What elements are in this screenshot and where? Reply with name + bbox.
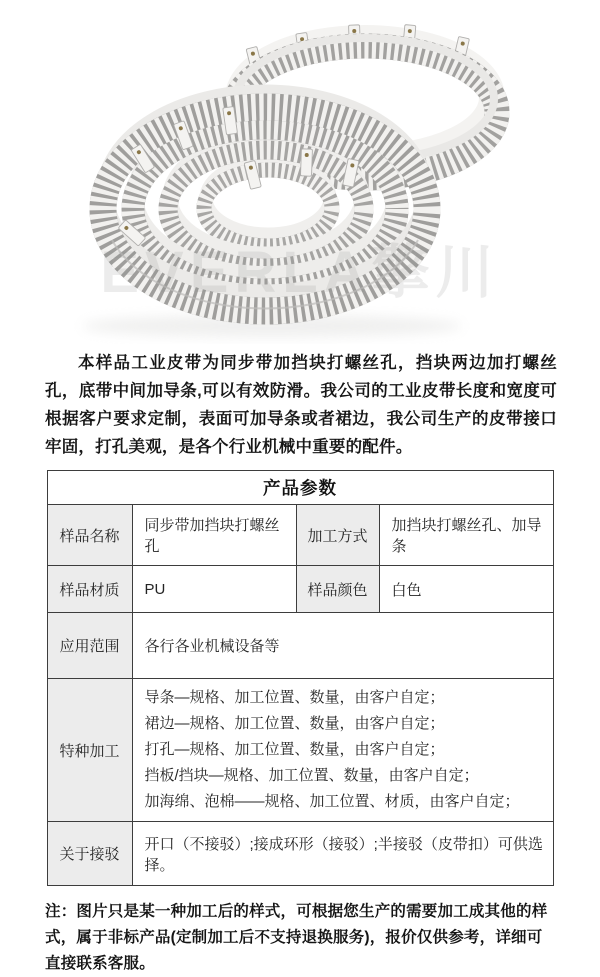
- bottom-note: 注：图片只是某一种加工后的样式，可根据您生产的需要加工成其他的样式，属于非标产品(定制加工后不支持退换服务)，报价仅供参考，详细可直接联系客服。: [45, 903, 548, 972]
- table-row: [47, 822, 553, 886]
- product-photo: [0, 0, 600, 344]
- special-processing-line: 加海绵、泡棉——规格、加工位置、材质，由客户自定；: [144, 793, 520, 810]
- table-row: [47, 505, 553, 566]
- table-title: 产品参数: [47, 471, 553, 505]
- belt-photo-illustration: [0, 0, 600, 344]
- param-label-application-range: 应用范围: [47, 613, 132, 679]
- param-value-sample-name: 同步带加挡块打螺丝孔: [132, 505, 296, 566]
- param-label-special-processing: 特种加工: [47, 679, 132, 822]
- table-row: [47, 679, 553, 822]
- param-label-sample-name: 样品名称: [47, 505, 132, 566]
- special-processing-line: 导条—规格、加工位置、数量，由客户自定；: [144, 689, 445, 706]
- brand-watermark: EVERLA擎川: [100, 240, 500, 305]
- param-label-splicing: 关于接驳: [47, 822, 132, 886]
- param-value-sample-material: PU: [132, 566, 296, 613]
- table-row: [47, 613, 553, 679]
- param-value-application-range: 各行各业机械设备等: [132, 613, 553, 679]
- product-description: 本样品工业皮带为同步带加挡块打螺丝孔，挡块两边加打螺丝孔，底带中间加导条,可以有效防滑。我公司的工业皮带长度和宽度可根据客户要求定制，表面可加导条或者裙边，我公司生产的皮带接口牢固，打孔美观，是各个行业机械中重要的配件。: [45, 354, 557, 456]
- param-value-special-processing: [132, 679, 553, 822]
- param-label-process-method: 加工方式: [296, 505, 379, 566]
- param-value-process-method: 加挡块打螺丝孔、加导条: [379, 505, 553, 566]
- param-value-splicing: 开口（不接驳）;接成环形（接驳）;半接驳（皮带扣）可供选择。: [132, 822, 553, 886]
- param-label-sample-material: 样品材质: [47, 566, 132, 613]
- special-processing-line: 挡板/挡块—规格、加工位置、数量，由客户自定；: [144, 767, 479, 784]
- table-row: [47, 566, 553, 613]
- special-processing-line: 裙边—规格、加工位置、数量，由客户自定；: [144, 715, 445, 732]
- special-processing-line: 打孔—规格、加工位置、数量，由客户自定；: [144, 741, 445, 758]
- cleat-block: [301, 149, 313, 176]
- param-label-sample-color: 样品颜色: [296, 566, 379, 613]
- param-value-sample-color: 白色: [379, 566, 553, 613]
- product-params-table: [47, 470, 554, 886]
